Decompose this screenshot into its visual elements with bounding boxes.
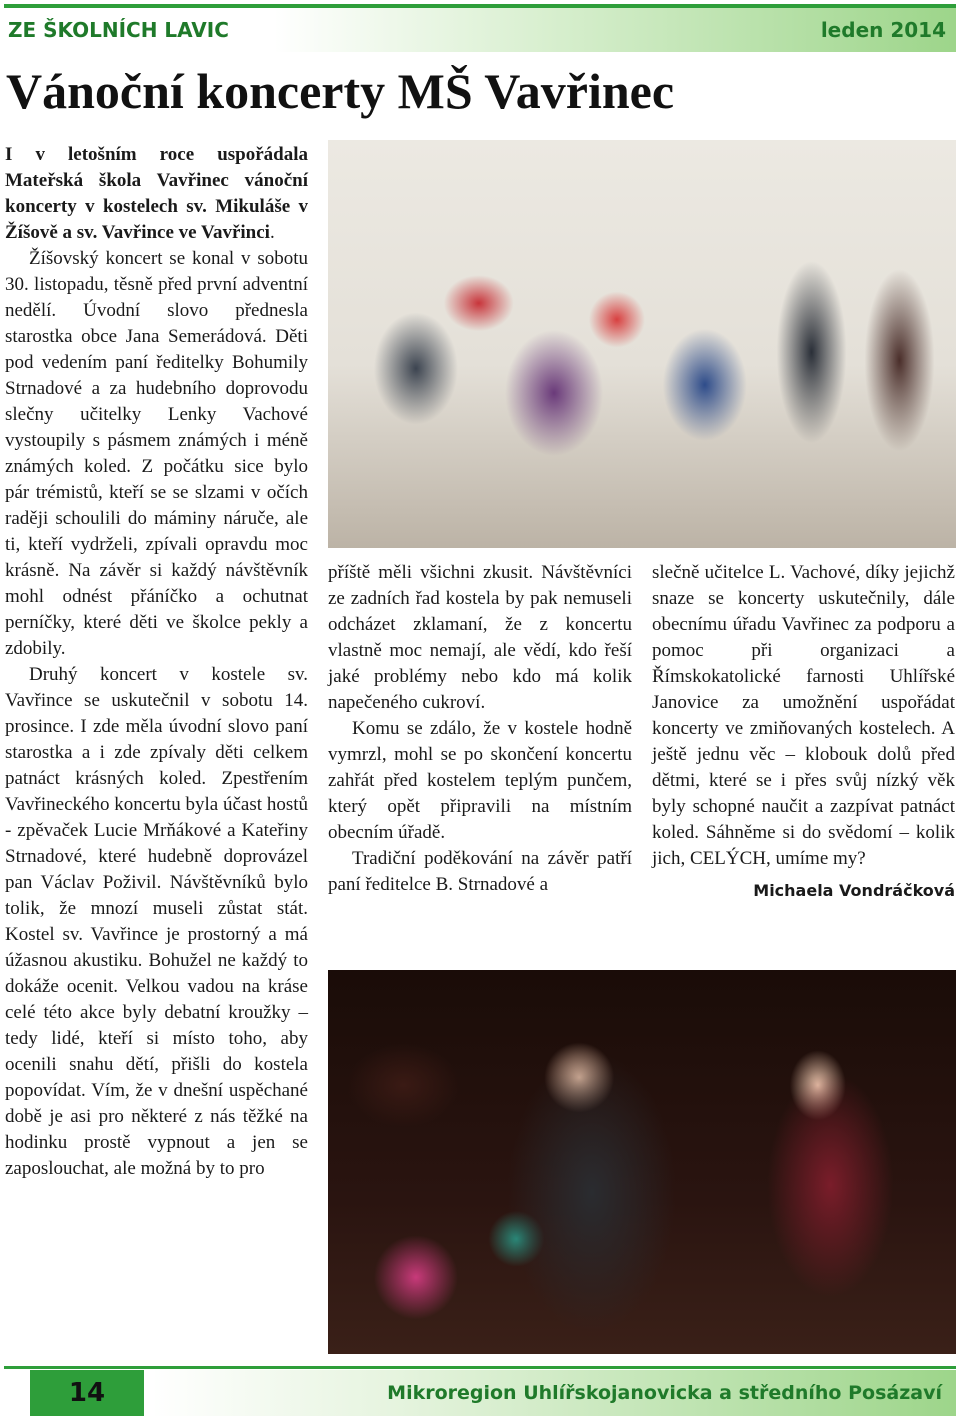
- article-column-left: [5, 142, 308, 1182]
- article-lead: I v letošním roce uspořádala Mateřská škola Vavřinec vánoční koncerty v kostelech sv. Mikuláše v Žíšově a sv. Vavřince ve Vavřinci: [5, 144, 308, 243]
- footer-rule: [4, 1366, 956, 1369]
- photo-children-choir: [328, 140, 956, 548]
- article-column-middle: [328, 560, 632, 898]
- article-column-right: [652, 560, 955, 904]
- paragraph-thanks-continued: slečně učitelce L. Vachové, díky jejichž snaze se koncerty uskutečnily, dále obecnímu úřadu Vavřinec za podporu a pomoc při organizaci a Římskokatolické farnosti Uhlířské Janovice za umožnění uspořádat koncerty ve zmiňovaných kostelech. A ještě jednu věc – klobouk dolů před dětmi, které se i přes svůj nízký věk byly schopné naučit a zazpívat patnáct koled. Sáhněme si do svědomí – kolik jich, CELÝCH, umíme my?: [652, 562, 955, 869]
- issue-date: leden 2014: [820, 18, 946, 42]
- article-author: Michaela Vondráčková: [753, 881, 955, 900]
- paragraph-zisov-concert: Žíšovský koncert se konal v sobotu 30. listopadu, těsně před první adventní nedělí. Úvodní slovo přednesla starostka obce Jana Semerádová. Děti pod vedením paní ředitelky Bohumily Strnadové a za hudebního doprovodu slečny učitelky Lenky Vachové vystoupily s pásmem známých i méně známých koled. Z počátku sice bylo pár trémistů, kteří se se slzami v očích raději schoulili do máminy náruče, ale ti, kteří vydrželi, zpívali opravdu moc krásně. Na závěr si každý návštěvník mohl odnést přáníčko a ochutnat perníčky, které děti ve školce pekly a zdobily.: [5, 248, 308, 659]
- article-lead-end: .: [269, 222, 275, 243]
- page-footer: [0, 1366, 960, 1420]
- page-header: [4, 4, 956, 52]
- photo-singers-church: [328, 970, 956, 1354]
- paragraph-thanks: Tradiční poděkování na závěr patří paní ředitelce B. Strnadové a: [328, 848, 632, 895]
- article-lead-paragraph: [5, 142, 308, 246]
- publication-name: Mikroregion Uhlířskojanovicka a středního Posázaví: [387, 1382, 942, 1404]
- section-title: ZE ŠKOLNÍCH LAVIC: [8, 18, 229, 42]
- article-title: Vánoční koncerty MŠ Vavřinec: [6, 63, 675, 119]
- paragraph-punch: Komu se zdálo, že v kostele hodně vymrzl, mohl se po skončení koncertu zahřát před kostelem teplým punčem, který opět připravili na místním obecním úřadě.: [328, 718, 632, 843]
- page-number: 14: [30, 1370, 144, 1416]
- paragraph-vavrinec-concert: Druhý koncert v kostele sv. Vavřince se uskutečnil v sobotu 14. prosince. I zde měla úvodní slovo paní starostka a i zde zpívaly děti celkem patnáct krásných koled. Zpestřením Vavřineckého koncertu byla účast hostů - zpěvaček Lucie Mrňákové a Kateřiny Strnadové, které hudebně doprovázel pan Václav Poživil. Návštěvníků bylo tolik, že mnozí museli zůstat stát. Kostel sv. Vavřince je prostorný a má úžasnou akustiku. Bohužel ne každý to dokáže ocenit. Velkou vadou na kráse celé této akce byly debatní kroužky – tedy lidé, kteří si místo toho, aby ocenili snahu dětí, přišli do kostela popovídat. Vím, že v dnešní uspěchané době je asi pro některé z nás těžké na hodinku prostě vypnout a jen se zaposlouchat, ale možná by to pro: [5, 664, 308, 1179]
- paragraph-visitors: příště měli všichni zkusit. Návštěvníci ze zadních řad kostela by pak nemuseli odcházet zklamaní, že z koncertu vlastně moc nemají, ale vědí, kdo řeší jaké problémy nebo kdo má kolik napečeného cukroví.: [328, 562, 632, 713]
